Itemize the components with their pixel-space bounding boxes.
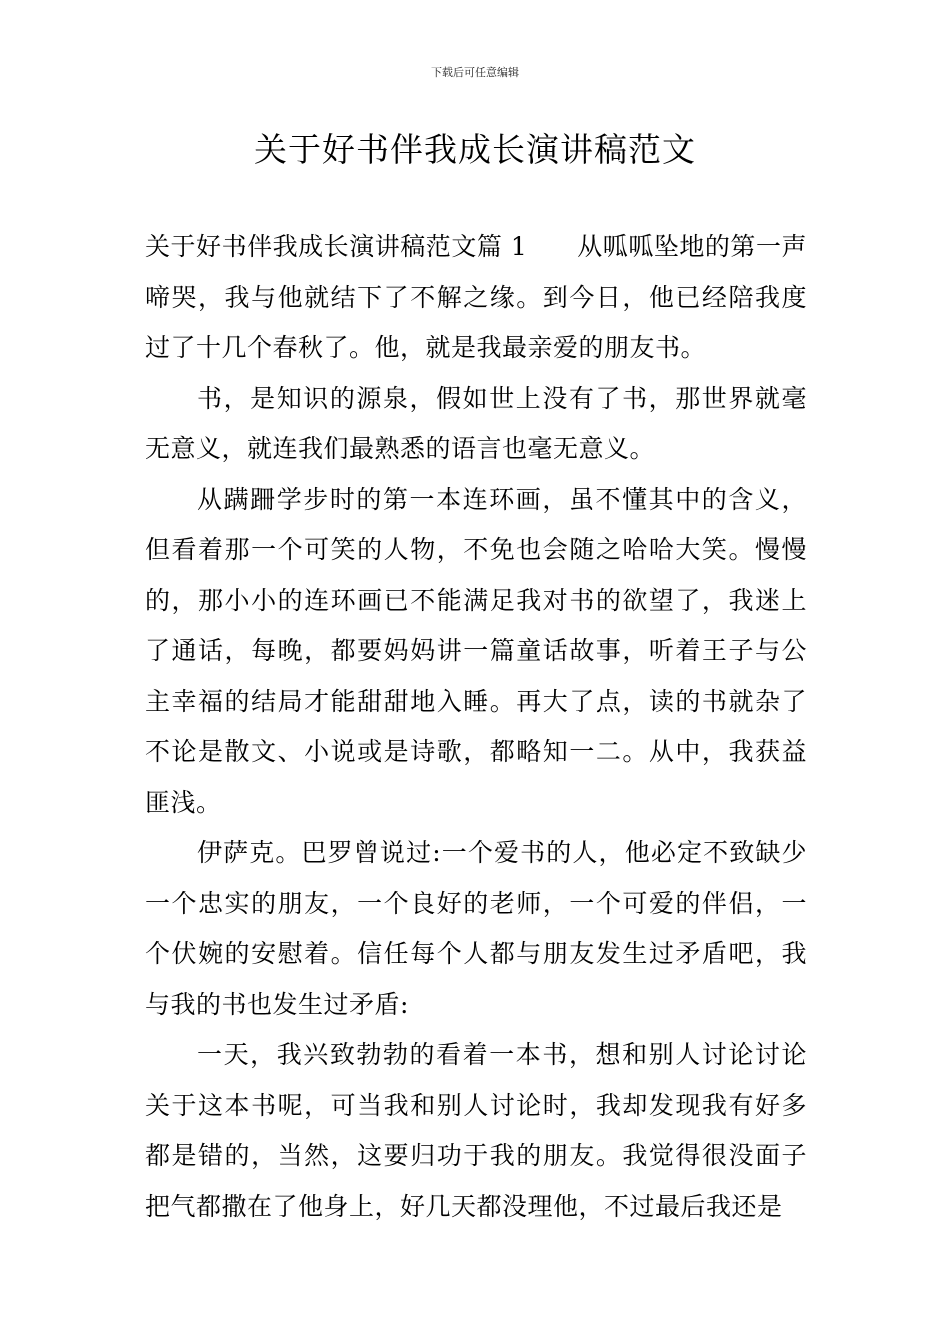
document-title: 关于好书伴我成长演讲稿范文 — [254, 130, 696, 169]
section-heading: 关于好书伴我成长演讲稿范文篇 1 — [145, 232, 528, 261]
paragraph-2: 书，是知识的源泉，假如世上没有了书，那世界就毫无意义，就连我们最熟悉的语言也毫无意义。 — [145, 383, 807, 463]
paragraph-5: 一天，我兴致勃勃的看着一本书，想和别人讨论讨论关于这本书呢，可当我和别人讨论时，我却发现我有好多都是错的，当然，这要归功于我的朋友。我觉得很没面子把气都撒在了他身上，好几天都没理他，不过最后我还是 — [145, 1040, 807, 1221]
paragraph-4: 伊萨克。巴罗曾说过:一个爱书的人，他必定不致缺少一个忠实的朋友，一个良好的老师，一个可爱的伴侣，一个伏婉的安慰着。信任每个人都与朋友发生过矛盾吧，我与我的书也发生过矛盾: — [145, 838, 807, 1019]
paragraph-1-text: 从呱呱坠地的第一声啼哭，我与他就结下了不解之缘。到今日，他已经陪我度过了十几个春秋了。他，就是我最亲爱的朋友书。 — [145, 232, 807, 362]
paragraph-1 — [145, 222, 807, 374]
page-header-note: 下载后可任意编辑 — [431, 66, 519, 79]
paragraph-3: 从蹒跚学步时的第一本连环画，虽不懂其中的含义，但看着那一个可笑的人物，不免也会随之哈哈大笑。慢慢的，那小小的连环画已不能满足我对书的欲望了，我迷上了通话，每晚，都要妈妈讲一篇童话故事，听着王子与公主幸福的结局才能甜甜地入睡。再大了点，读的书就杂了不论是散文、小说或是诗歌，都略知一二。从中，我获益匪浅。 — [145, 484, 807, 817]
document-body — [145, 222, 807, 1232]
